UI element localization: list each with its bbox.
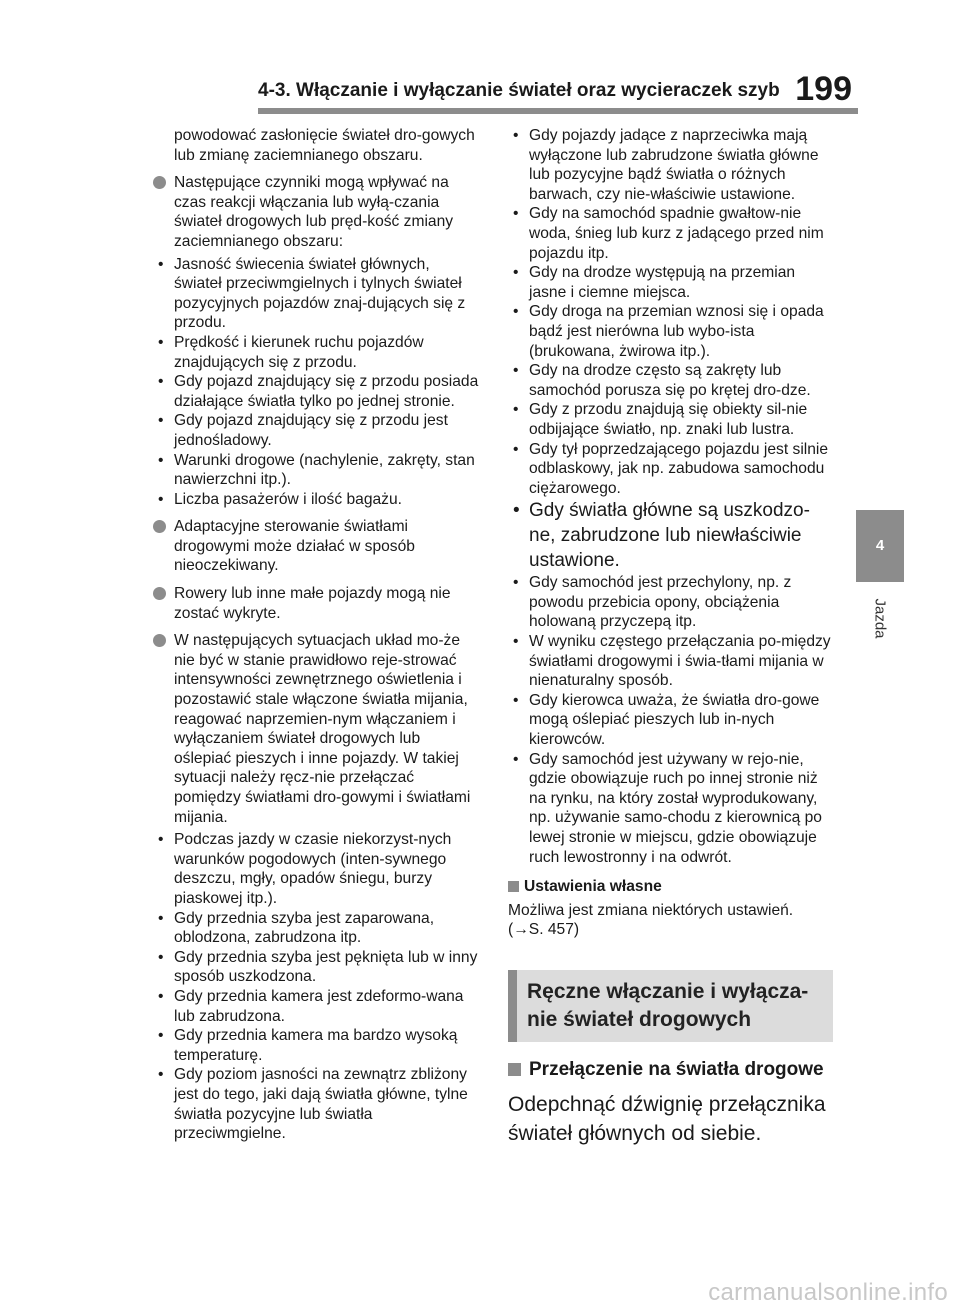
list-item: • Gdy przednia szyba jest pęknięta lub w inny sposób uszkodzona. [158,948,478,986]
circle-bullet-icon [153,176,166,189]
list-item: • Liczba pasażerów i ilość bagażu. [158,490,402,508]
info-paragraph: Adaptacyjne sterowanie światłami drogowymi może działać w sposób nieoczekiwany. [153,517,479,576]
list-item-large: • Gdy światła główne są uszkodzo-ne, zabrudzone lub niewłaściwie ustawione. [513,500,810,572]
info-paragraph: Następujące czynniki mogą wpływać na czas reakcji włączania lub wyłą-czania świateł drogowych lub pręd-kość zmiany zaciemnianego obszaru: [153,173,479,251]
chapter-tab: 4 [856,510,904,582]
settings-text: Możliwa jest zmiana niektórych ustawień. (→S. 457) [508,901,794,939]
list-item: • Gdy pojazd znajdujący się z przodu posiada działające światła tylko po jednej stronie. [158,373,479,410]
list-item: • Gdy przednia kamera ma bardzo wysoką temperaturę. [158,1027,458,1064]
circle-bullet-icon [153,587,166,600]
list-item: • Gdy pojazd znajdujący się z przodu jest jednośladowy. [158,412,448,449]
page-number: 199 [795,70,852,108]
list-item: • Gdy poziom jasności na zewnątrz zbliżony jest do tego, jaki dają światła główne, tylne światła pozycyjne lub światła przeciwmgielne. [158,1066,468,1143]
info-paragraph: W następujących sytuacjach układ mo-że nie być w stanie prawidłowo reje-strować intensywności zewnętrznego oświetlenia i pozostawić stale włączone światła mijania, reagować naprzemien-nym włączaniem i wyłączaniem świateł drogowych lub oślepiać pieszych i inne pojazdy. W takiej sytuacji należy ręcz-nie przełączać pomiędzy światłami dro-gowymi i światłami mijania. [153,631,479,827]
header-rule [258,108,858,114]
list-item: • Gdy przednia kamera jest zdeformo-wana lub zabrudzona. [158,987,464,1025]
list-item: • Gdy samochód jest przechylony, np. z powodu przebicia opony, obciążenia holowaną przyczepą itp. [513,574,792,631]
list-item: • Gdy na drodze występują na przemian jasne i ciemne miejsca. [513,264,796,301]
list-item: • Gdy na samochód spadnie gwałtow-nie woda, śnieg lub kurz z jadącego przed nim pojazdu itp. [513,205,824,262]
intro-text: powodować zasłonięcie świateł dro-gowych lub zmianę zaciemnianego obszaru. [174,127,475,164]
settings-heading: Ustawienia własne [508,877,833,897]
list-item: • Prędkość i kierunek ruchu pojazdów znajdujących się z przodu. [158,333,424,371]
chapter-title: 4-3. Włączanie i wyłączanie świateł oraz wycieraczek szyb [258,80,780,101]
right-column [508,126,833,1148]
circle-bullet-icon [153,634,166,647]
left-column [153,126,479,1150]
list-item: • Gdy przednia szyba jest zaparowana, oblodzona, zabrudzona itp. [158,909,435,947]
list-item: • Podczas jazdy w czasie niekorzyst-nych warunków pogodowych (inten-sywnego deszczu, mgły, opadów śniegu, burzy piaskowej itp.). [158,831,452,907]
square-bullet-icon [508,1063,521,1076]
situations-list [153,830,479,1144]
list-item: • Gdy kierowca uważa, że światła dro-gowe mogą oślepiać pieszych lub in-nych kierowców. [513,691,820,749]
list-item: • Gdy tył poprzedzającego pojazdu jest silnie odblaskowy, jak np. zabudowa samochodu ciężarowego. [513,440,829,497]
watermark: carmanualsonline.info [708,1279,948,1306]
list-item: • Gdy na drodze często są zakręty lub samochód porusza się po krętej dro-dze. [513,362,811,399]
list-item: • Jasność świecenia świateł głównych, świateł przeciwmgielnych i tylnych świateł pozycyjnych pojazdów znaj-dujących się z przodu. [158,255,466,332]
list-item: • Gdy droga na przemian wznosi się i opada bądź jest nierówna lub wybo-ista (brukowana, żwirowa itp.). [513,303,824,360]
switch-instruction: Odepchnąć dźwignię przełącznika świateł głównych od siebie. [508,1092,826,1145]
list-item: • Gdy pojazdy jadące z naprzeciwka mają wyłączone lub zabrudzone światła główne lub pozycyjne bądź światła o różnych barwach, czy nie-właściwie ustawione. [513,127,819,203]
factors-list [153,255,479,510]
section-title: Ręczne włączanie i wyłącza-nie świateł drogowych [508,970,833,1042]
page-header [258,70,858,114]
page-reference: (→S. 457) [508,921,580,939]
list-item: • Gdy samochód jest używany w rejo-nie, gdzie obowiązuje ruch po innej stronie niż na rynku, na który został wyprodukowany, np. używanie samo-chodu z kierownicą po lewej stronie w miejscu, gdzie obowiązuje ruch lewostronny i na odwrót. [513,750,822,866]
chapter-label: Jazda [871,597,889,639]
list-item: • Warunki drogowe (nachylenie, zakręty, stan nawierzchni itp.). [158,451,475,489]
switch-heading: Przełączenie na światła drogowe [508,1058,833,1082]
square-bullet-icon [508,881,519,892]
situations-list-continued [508,126,833,867]
circle-bullet-icon [153,520,166,533]
list-item: • W wyniku częstego przełączania po-między światłami drogowymi i świa-tłami mijania w nienaturalny sposób. [513,633,831,690]
info-paragraph: Rowery lub inne małe pojazdy mogą nie zostać wykryte. [153,584,479,623]
list-item: • Gdy z przodu znajdują się obiekty sil-nie odbijające światło, np. znaki lub lustra. [513,401,808,438]
